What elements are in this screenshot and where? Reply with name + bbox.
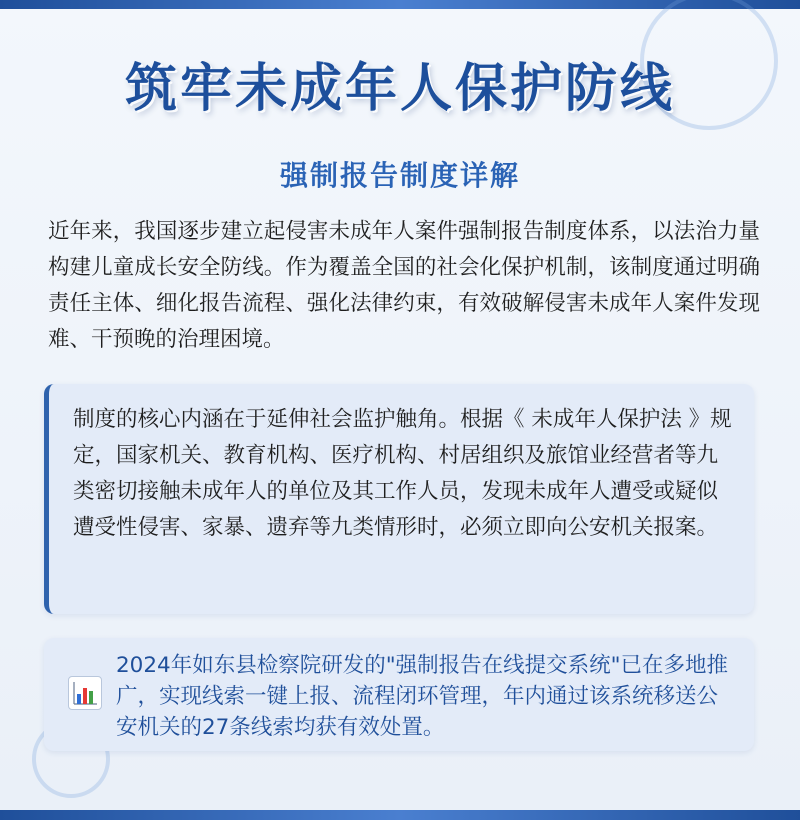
system-note-text: 2024年如东县检察院研发的"强制报告在线提交系统"已在多地推广，实现线索一键上报、流程闭环管理，年内通过该系统移送公安机关的27条线索均获有效处置。 bbox=[116, 653, 728, 740]
bottom-accent-bar bbox=[0, 810, 800, 820]
core-meaning-text: 制度的核心内涵在于延伸社会监护触角。根据《 未成年人保护法 》规定，国家机关、教育机构、医疗机构、村居组织及旅馆业经营者等九类密切接触未成年人的单位及其工作人员，发现未成年人遭受或疑似遭受性侵害、家暴、遗弃等九类情形时，必须立即向公安机关报案。 bbox=[73, 407, 732, 540]
system-note-card bbox=[44, 638, 754, 751]
core-meaning-card bbox=[44, 384, 754, 614]
page-subtitle: 强制报告制度详解 bbox=[279, 159, 520, 192]
bar-chart-icon bbox=[68, 676, 102, 710]
page-title: 筑牢未成年人保护防线 bbox=[124, 59, 675, 119]
intro-paragraph: 近年来，我国逐步建立起侵害未成年人案件强制报告制度体系，以法治力量构建儿童成长安全防线。作为覆盖全国的社会化保护机制，该制度通过明确责任主体、细化报告流程、强化法律约束，有效破解侵害未成年人案件发现难、干预晚的治理困境。 bbox=[48, 219, 760, 352]
